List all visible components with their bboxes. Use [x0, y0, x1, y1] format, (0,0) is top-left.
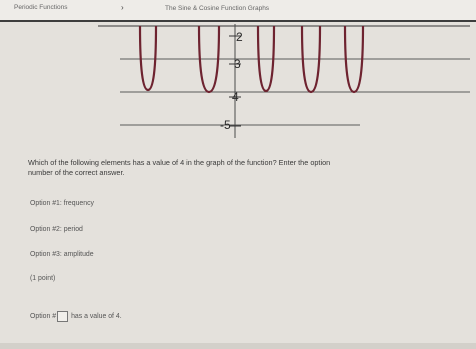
function-graph: [0, 22, 476, 144]
breadcrumb-periodic-functions[interactable]: Periodic Functions: [14, 4, 68, 11]
breadcrumb-sine-cosine-graphs[interactable]: The Sine & Cosine Function Graphs: [165, 5, 270, 12]
tick-label-2: 2: [236, 30, 243, 44]
answer-input[interactable]: [57, 311, 68, 322]
breadcrumb-bar: [0, 0, 476, 22]
option-1: Option #1: frequency: [30, 200, 94, 207]
answer-suffix: has a value of 4.: [71, 313, 122, 320]
question-line-1: Which of the following elements has a value of 4 in the graph of the function? Enter the option: [28, 158, 331, 167]
bottom-strip: [0, 343, 476, 349]
answer-prefix: Option #: [30, 313, 57, 320]
chevron-right-icon: ›: [121, 3, 124, 12]
option-2: Option #2: period: [30, 226, 83, 233]
option-3: Option #3: amplitude: [30, 251, 94, 258]
points-label: (1 point): [30, 275, 56, 282]
curve-trough-1: [140, 26, 156, 90]
graph-svg: [0, 22, 476, 144]
question-text: [28, 158, 468, 177]
tick-label-4: 4: [232, 90, 239, 104]
question-line-2: number of the correct answer.: [28, 167, 125, 177]
answer-line: [30, 311, 122, 322]
tick-label-3: 3: [234, 57, 241, 71]
tick-label-neg5: -5: [220, 118, 231, 132]
